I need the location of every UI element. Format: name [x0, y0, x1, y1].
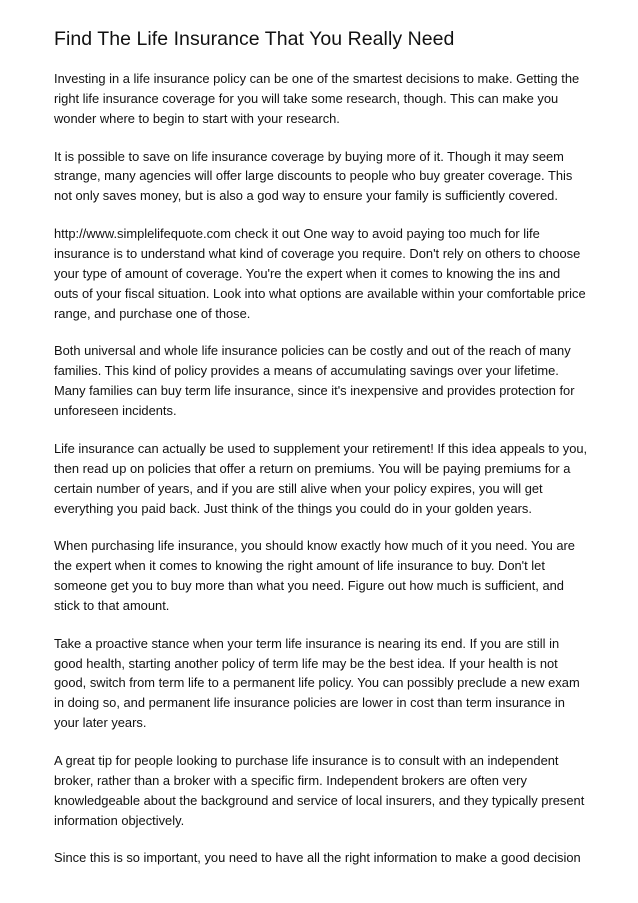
document-title: Find The Life Insurance That You Really Need — [54, 28, 455, 50]
paragraph: Life insurance can actually be used to supplement your retirement! If this idea appeals to you, then read up on policies that offer a return on premiums. You will be paying premiums for a certain number of years, and if you are still alive when your policy expires, you will get everything you paid back. Just think of the things you could do in your golden years. — [54, 440, 588, 516]
paragraph: http://www.simplelifequote.com check it out One way to avoid paying too much for life insurance is to understand what kind of coverage you require. Don't rely on others to choose your type of amount of coverage. You're the expert when it comes to knowing the ins and outs of your fiscal situation. Look into what options are available within your comfortable price range, and purchase one of those. — [54, 226, 586, 321]
paragraph: A great tip for people looking to purchase life insurance is to consult with an independent broker, rather than a broker with a specific firm. Independent brokers are often very knowledgeable about the background and service of local insurers, and they typically present information objectively. — [54, 752, 585, 828]
paragraph: Take a proactive stance when your term life insurance is nearing its end. If you are still in good health, starting another policy of term life may be the best idea. If your health is not good, switch from term life to a permanent life policy. You can possibly preclude a new exam in doing so, and permanent life insurance policies are lower in cost than term insurance in your later years. — [54, 635, 580, 731]
paragraph: Investing in a life insurance policy can be one of the smartest decisions to make. Getting the right life insurance coverage for you will take some research, though. This can make you wonder where to begin to start with your research. — [54, 71, 580, 126]
paragraph: Since this is so important, you need to have all the right information to make a good decision — [54, 850, 581, 866]
paragraph: It is possible to save on life insurance coverage by buying more of it. Though it may seem strange, many agencies will offer large discounts to people who buy greater coverage. This not only saves money, but is also a god way to ensure your family is sufficiently covered. — [54, 148, 573, 204]
document-page — [54, 26, 588, 886]
paragraph: When purchasing life insurance, you should know exactly how much of it you need. You are the expert when it comes to knowing the right amount of life insurance to buy. Don't let someone get you to buy more than what you need. Figure out how much is sufficient, and stick to that amount. — [54, 538, 575, 613]
paragraph: Both universal and whole life insurance policies can be costly and out of the reach of many families. This kind of policy provides a means of accumulating savings over your lifetime. Many families can buy term life insurance, since it's inexpensive and provides protection for unforeseen incidents. — [54, 343, 575, 419]
